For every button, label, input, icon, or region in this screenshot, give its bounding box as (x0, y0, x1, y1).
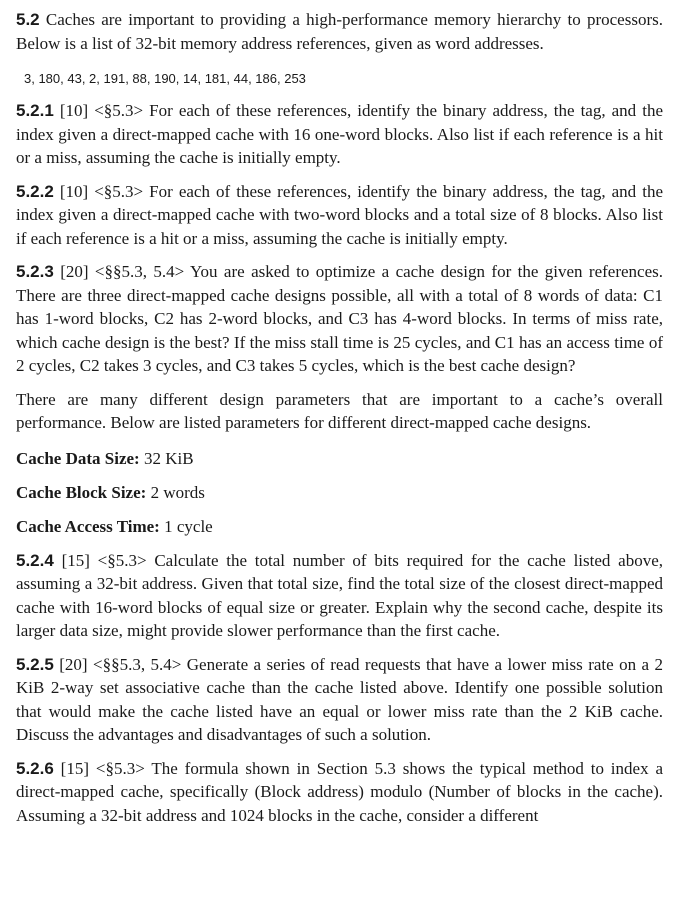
exercise-text: [10] <§5.3> For each of these references, identify the binary address, the tag, and the index given a direct-mapped cache with 16 one-word blocks. Also list if each reference is a hit or a miss, assuming the cache is initially empty. (16, 101, 663, 167)
param-value: 1 cycle (159, 516, 213, 536)
exercise-number: 5.2.6 (16, 758, 54, 778)
exercise-text: [10] <§5.3> For each of these references, identify the binary address, the tag, and the index given a direct-mapped cache with two-word blocks and a total size of 8 blocks. Also list if each reference is a hit or a miss, assuming the cache is initially empty. (16, 181, 663, 248)
intro-paragraph (16, 8, 663, 55)
param-label: Cache Access Time: (16, 516, 160, 536)
exercise-number: 5.2.2 (16, 181, 54, 201)
exercise-text: [20] <§§5.3, 5.4> You are asked to optimize a cache design for the given references. There are three direct-mapped cache designs possible, all with a total of 8 words of data: C1 has 1-word blocks, C2 has 2-word blocks, and C3 has 4-word blocks. In terms of miss rate, which cache design is the best? If the miss stall time is 25 cycles, and C1 has an access time of 2 cycles, C2 takes 3 cycles, and C3 takes 5 cycles, which is the best cache design? (16, 262, 663, 375)
exercise-5-2-6 (16, 757, 663, 828)
exercise-5-2-5 (16, 653, 663, 747)
exercise-5-2-4 (16, 549, 663, 643)
exercise-5-2-3 (16, 260, 663, 378)
exercise-text: [20] <§§5.3, 5.4> Generate a series of read requests that have a lower miss rate on a 2 KiB 2-way set associative cache than the cache listed above. Identify one possible solution that would make the cache listed have an equal or lower miss rate than the 2 KiB cache. Discuss the advantages and disadvantages of such a solution. (16, 654, 663, 744)
param-cache-block-size (16, 481, 663, 504)
exercise-number: 5.2.5 (16, 654, 54, 674)
exercise-5-2-1 (16, 99, 663, 170)
param-value: 2 words (146, 482, 205, 502)
exercise-number: 5.2.1 (16, 101, 54, 120)
param-label: Cache Data Size: (16, 448, 140, 468)
textbook-page (16, 8, 663, 827)
param-cache-access-time (16, 515, 663, 538)
exercise-text: [15] <§5.3> The formula shown in Section 5.3 shows the typical method to index a direct-mapped cache, specifically (Block address) modulo (Number of blocks in the cache). Assuming a 32-bit address and 1024 blocks in the cache, consider a different (16, 758, 663, 825)
intro-text: Caches are important to providing a high-performance memory hierarchy to processors. Below is a list of 32-bit memory address references, given as word addresses. (16, 10, 663, 53)
exercise-number: 5.2.3 (16, 262, 54, 281)
address-reference-list: 3, 180, 43, 2, 191, 88, 190, 14, 181, 44, 186, 253 (24, 71, 306, 86)
param-cache-data-size (16, 447, 663, 470)
exercise-number: 5.2.4 (16, 550, 54, 570)
param-value: 32 KiB (139, 448, 194, 468)
param-label: Cache Block Size: (16, 482, 147, 502)
parameters-intro-paragraph: There are many different design parameters that are important to a cache’s overall performance. Below are listed parameters for different direct-mapped cache designs. (16, 389, 663, 432)
exercise-text: [15] <§5.3> Calculate the total number of bits required for the cache listed above, assuming a 32-bit address. Given that total size, find the total size of the closest direct-mapped cache with 16-word blocks of equal size or greater. Explain why the second cache, despite its larger data size, might provide slower performance than the first cache. (16, 550, 663, 640)
exercise-5-2-2 (16, 180, 663, 251)
section-number: 5.2 (16, 10, 40, 29)
